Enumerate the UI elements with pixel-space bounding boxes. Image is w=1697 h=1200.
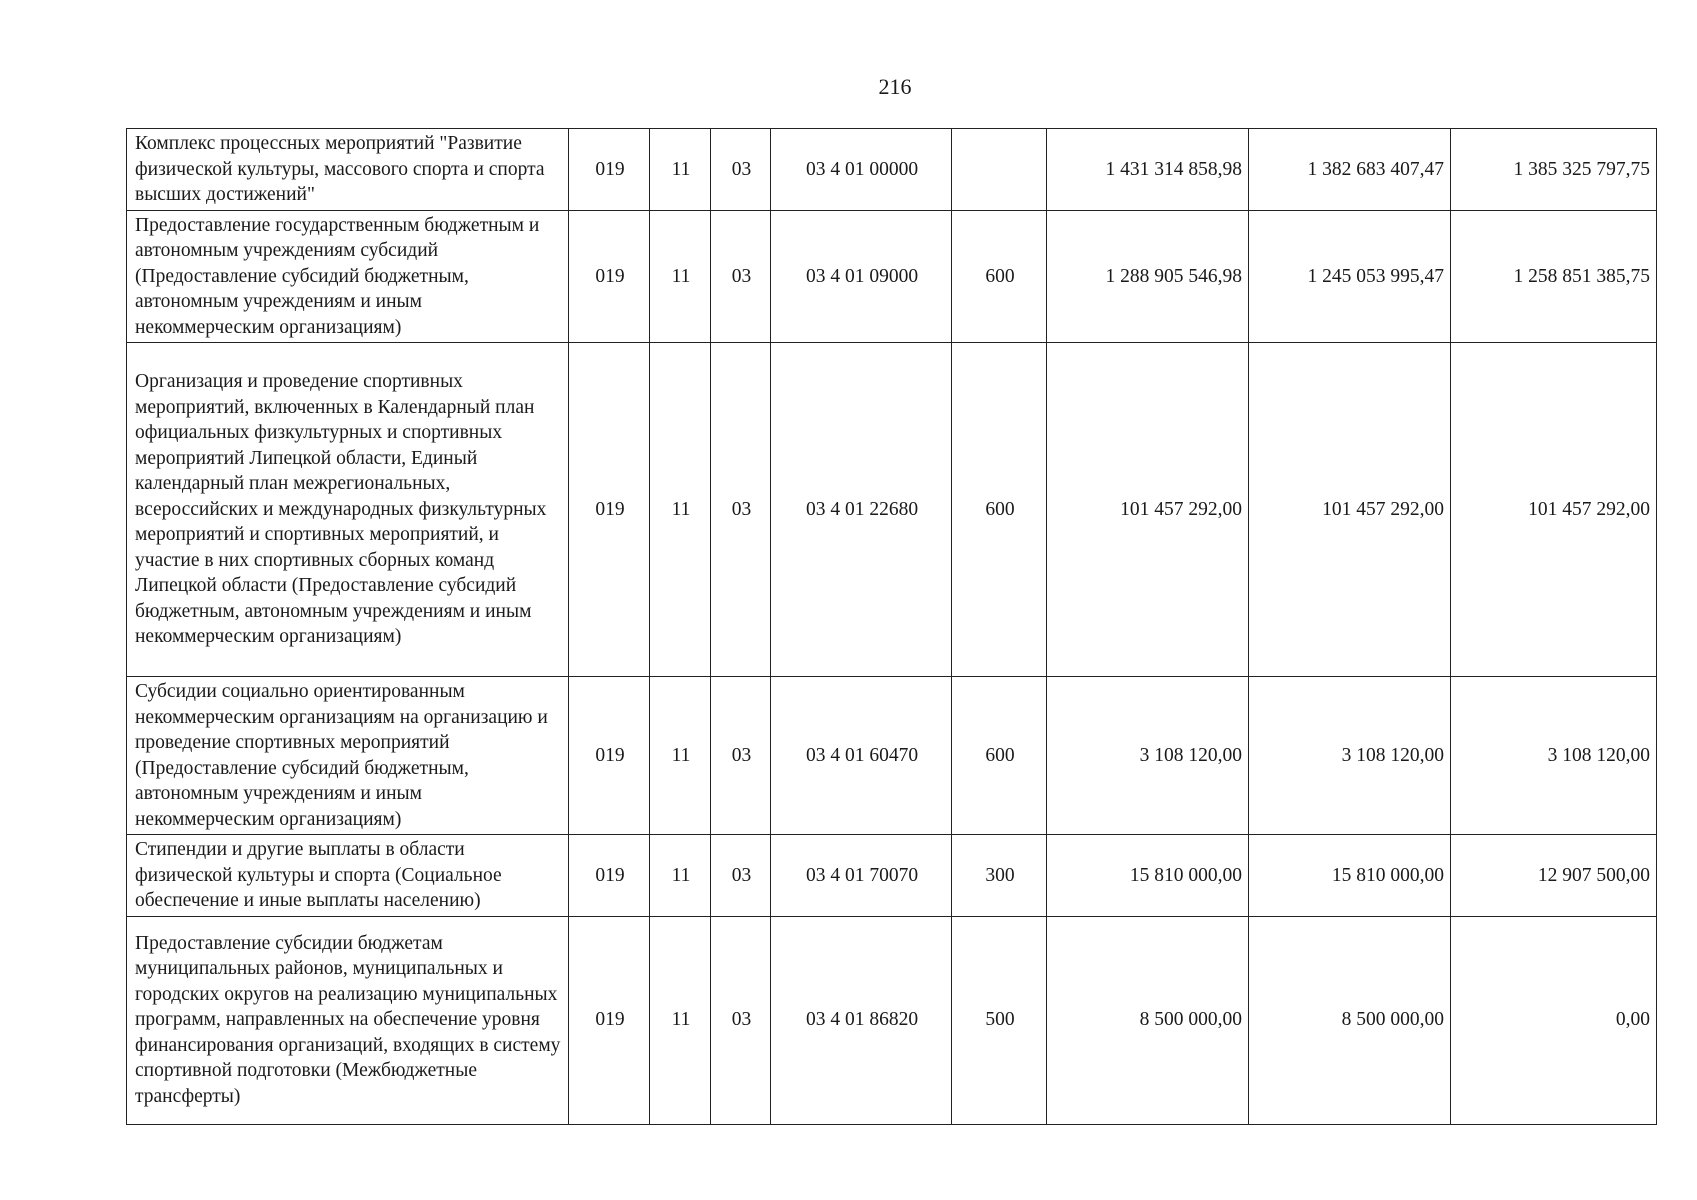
row-name: Стипендии и другие выплаты в области физической культуры и спорта (Социальное обеспечение и иные выплаты населению) xyxy=(127,835,569,917)
table-row xyxy=(127,210,1657,343)
amount-year-3: 0,00 xyxy=(1451,916,1657,1124)
section-code: 11 xyxy=(650,343,711,677)
target-code: 03 4 01 00000 xyxy=(771,129,952,211)
budget-table xyxy=(126,128,1657,1125)
table-row xyxy=(127,835,1657,917)
target-code: 03 4 01 22680 xyxy=(771,343,952,677)
row-name: Субсидии социально ориентированным некоммерческим организациям на организацию и проведение спортивных мероприятий (Предоставление субсидий бюджетным, автономным учреждениям и иным некоммерческим организациям) xyxy=(127,677,569,835)
amount-year-1: 3 108 120,00 xyxy=(1047,677,1249,835)
row-name: Комплекс процессных мероприятий "Развитие физической культуры, массового спорта и спорта высших достижений" xyxy=(127,129,569,211)
target-code: 03 4 01 70070 xyxy=(771,835,952,917)
subsection-code: 03 xyxy=(711,343,771,677)
section-code: 11 xyxy=(650,835,711,917)
amount-year-3: 101 457 292,00 xyxy=(1451,343,1657,677)
subsection-code: 03 xyxy=(711,129,771,211)
expense-type-code: 600 xyxy=(952,210,1047,343)
amount-year-1: 8 500 000,00 xyxy=(1047,916,1249,1124)
table-row xyxy=(127,129,1657,211)
target-code: 03 4 01 60470 xyxy=(771,677,952,835)
subsection-code: 03 xyxy=(711,916,771,1124)
row-name: Организация и проведение спортивных мероприятий, включенных в Календарный план официальных физкультурных и спортивных мероприятий Липецкой области, Единый календарный план межрегиональных, всероссийских и международных физкультурных мероприятий и спортивных мероприятий, и участие в них спортивных сборных команд Липецкой области (Предоставление субсидий бюджетным, автономным учреждениям и иным некоммерческим организациям) xyxy=(127,343,569,677)
table-row xyxy=(127,343,1657,677)
ministry-code: 019 xyxy=(569,677,650,835)
section-code: 11 xyxy=(650,210,711,343)
amount-year-2: 101 457 292,00 xyxy=(1249,343,1451,677)
amount-year-1: 1 288 905 546,98 xyxy=(1047,210,1249,343)
section-code: 11 xyxy=(650,677,711,835)
target-code: 03 4 01 09000 xyxy=(771,210,952,343)
table-row xyxy=(127,677,1657,835)
ministry-code: 019 xyxy=(569,343,650,677)
amount-year-1: 1 431 314 858,98 xyxy=(1047,129,1249,211)
amount-year-2: 1 245 053 995,47 xyxy=(1249,210,1451,343)
expense-type-code: 500 xyxy=(952,916,1047,1124)
row-name: Предоставление субсидии бюджетам муниципальных районов, муниципальных и городских округов на реализацию муниципальных программ, направленных на обеспечение уровня финансирования организаций, входящих в систему спортивной подготовки (Межбюджетные трансферты) xyxy=(127,916,569,1124)
expense-type-code: 600 xyxy=(952,343,1047,677)
amount-year-3: 12 907 500,00 xyxy=(1451,835,1657,917)
amount-year-3: 1 385 325 797,75 xyxy=(1451,129,1657,211)
expense-type-code: 600 xyxy=(952,677,1047,835)
subsection-code: 03 xyxy=(711,677,771,835)
ministry-code: 019 xyxy=(569,210,650,343)
ministry-code: 019 xyxy=(569,916,650,1124)
section-code: 11 xyxy=(650,916,711,1124)
ministry-code: 019 xyxy=(569,129,650,211)
amount-year-2: 15 810 000,00 xyxy=(1249,835,1451,917)
expense-type-code xyxy=(952,129,1047,211)
row-name: Предоставление государственным бюджетным и автономным учреждениям субсидий (Предоставление субсидий бюджетным, автономным учреждениям и иным некоммерческим организациям) xyxy=(127,210,569,343)
amount-year-2: 3 108 120,00 xyxy=(1249,677,1451,835)
expense-type-code: 300 xyxy=(952,835,1047,917)
amount-year-2: 8 500 000,00 xyxy=(1249,916,1451,1124)
amount-year-3: 3 108 120,00 xyxy=(1451,677,1657,835)
subsection-code: 03 xyxy=(711,210,771,343)
target-code: 03 4 01 86820 xyxy=(771,916,952,1124)
amount-year-1: 101 457 292,00 xyxy=(1047,343,1249,677)
page-number: 216 xyxy=(878,74,912,99)
amount-year-3: 1 258 851 385,75 xyxy=(1451,210,1657,343)
ministry-code: 019 xyxy=(569,835,650,917)
amount-year-1: 15 810 000,00 xyxy=(1047,835,1249,917)
section-code: 11 xyxy=(650,129,711,211)
amount-year-2: 1 382 683 407,47 xyxy=(1249,129,1451,211)
table-row xyxy=(127,916,1657,1124)
subsection-code: 03 xyxy=(711,835,771,917)
